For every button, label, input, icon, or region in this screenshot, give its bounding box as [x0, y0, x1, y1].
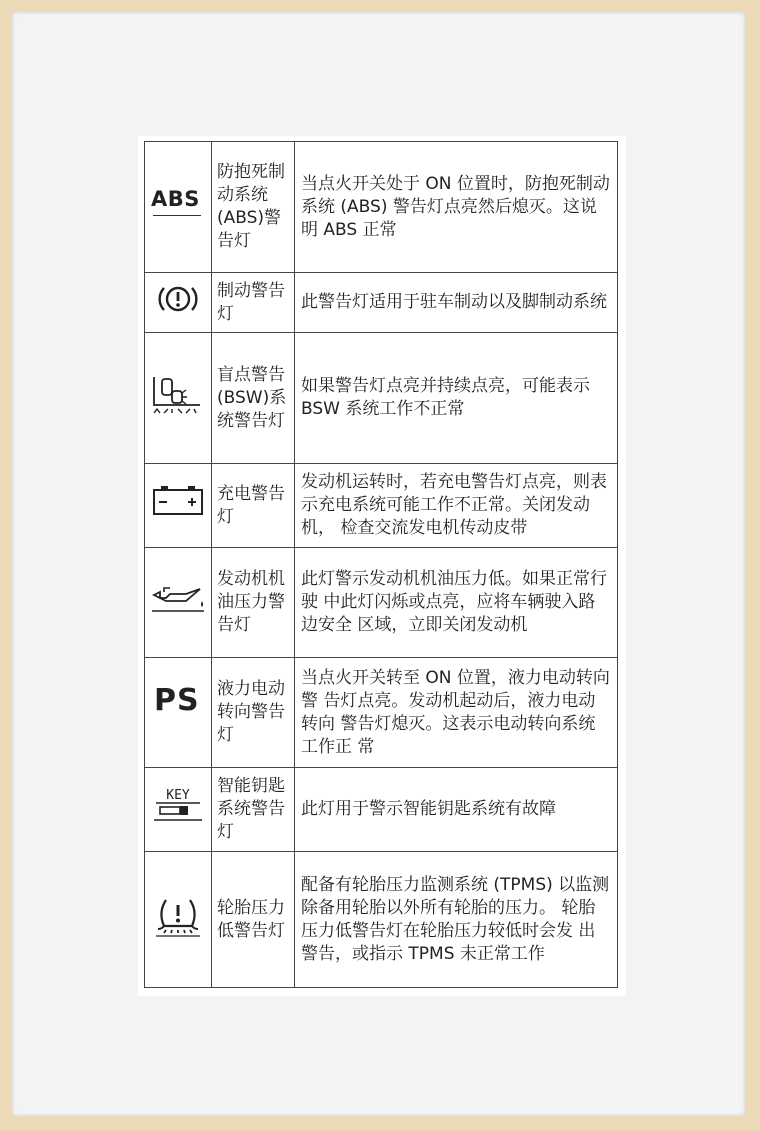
table-row [145, 548, 618, 658]
light-description: 发动机运转时，若充电警告灯点亮，则表 示充电系统可能工作不正常。关闭发动机， 检查交流发电机传动皮带 [295, 464, 618, 548]
light-name: 盲点警告(BSW)系统警告灯 [212, 333, 295, 464]
blind-spot-icon [148, 371, 208, 419]
tire-pressure-icon [148, 892, 208, 940]
icon-cell [145, 768, 212, 852]
icon-cell [145, 273, 212, 333]
light-description: 此警告灯适用于驻车制动以及脚制动系统 [295, 273, 618, 333]
table-row [145, 273, 618, 333]
light-description: 当点火开关处于 ON 位置时，防抱死制动 系统 (ABS) 警告灯点亮然后熄灭。这说明 ABS 正常 [295, 142, 618, 273]
battery-icon [148, 478, 208, 526]
power-steering-icon [148, 685, 208, 733]
light-description: 如果警告灯点亮并持续点亮，可能表示 BSW 系统工作不正常 [295, 333, 618, 464]
icon-cell [145, 658, 212, 768]
light-name: 发动机机油压力警告灯 [212, 548, 295, 658]
light-name: 防抱死制动系统(ABS)警告灯 [212, 142, 295, 273]
light-name: 制动警告灯 [212, 273, 295, 333]
table-row [145, 142, 618, 273]
abs-icon [148, 180, 208, 228]
light-description: 此灯警示发动机机油压力低。如果正常行驶 中此灯闪烁或点亮，应将车辆驶入路边安全 区域，立即关闭发动机 [295, 548, 618, 658]
oil-pressure-icon [148, 575, 208, 623]
light-name: 轮胎压力低警告灯 [212, 852, 295, 988]
icon-cell [145, 548, 212, 658]
light-description: 配备有轮胎压力监测系统 (TPMS) 以监测除备用轮胎以外所有轮胎的压力。 轮胎压力低警告灯在轮胎压力较低时会发 出警告，或指示 TPMS 未正常工作 [295, 852, 618, 988]
icon-cell [145, 333, 212, 464]
warning-lights-table [144, 141, 618, 988]
smart-key-icon [148, 782, 208, 830]
table-row [145, 333, 618, 464]
light-name: 液力电动转向警告灯 [212, 658, 295, 768]
abs-icon-label: ABS [151, 186, 200, 211]
table-row [145, 852, 618, 988]
icon-cell [145, 142, 212, 273]
icon-cell [145, 464, 212, 548]
table-row [145, 768, 618, 852]
light-name: 智能钥匙系统警告灯 [212, 768, 295, 852]
smart-key-icon-label: KEY [166, 788, 190, 803]
table-row [145, 464, 618, 548]
brake-warning-icon [148, 275, 208, 323]
power-steering-icon-label: PS [154, 683, 200, 718]
light-description: 当点火开关转至 ON 位置，液力电动转向警 告灯点亮。发动机起动后，液力电动转向 警告灯熄灭。这表示电动转向系统工作正 常 [295, 658, 618, 768]
table-row [145, 658, 618, 768]
light-description: 此灯用于警示智能钥匙系统有故障 [295, 768, 618, 852]
light-name: 充电警告灯 [212, 464, 295, 548]
icon-cell [145, 852, 212, 988]
